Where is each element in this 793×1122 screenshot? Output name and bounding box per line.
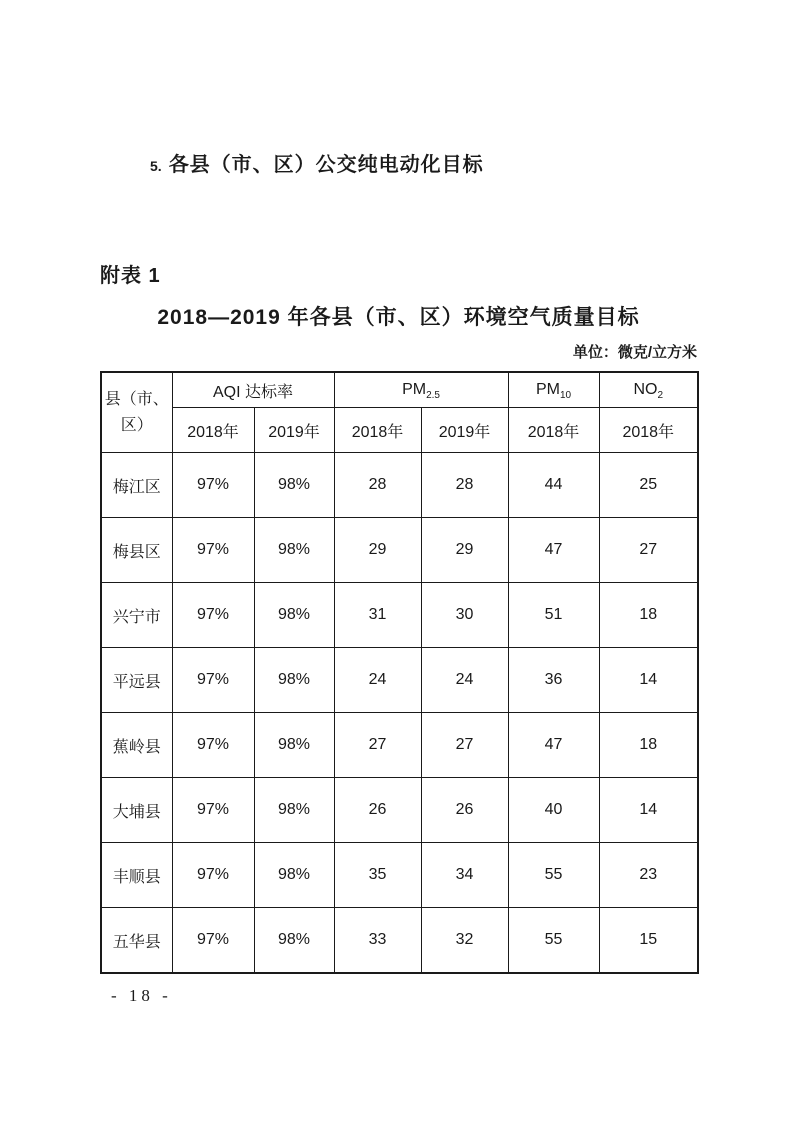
cell-aqi-2018: 97% <box>172 778 254 843</box>
table-row <box>101 908 698 974</box>
cell-pm25-2018: 24 <box>334 648 421 713</box>
cell-pm25-2019: 32 <box>421 908 508 974</box>
cell-aqi-2019: 98% <box>254 648 334 713</box>
cell-pm10-2018: 55 <box>508 908 599 974</box>
cell-pm25-2019: 28 <box>421 453 508 518</box>
cell-aqi-2019: 98% <box>254 518 334 583</box>
header-year-row <box>101 408 698 453</box>
section-title: 各县（市、区）公交纯电动化目标 <box>168 154 484 176</box>
cell-pm25-2018: 27 <box>334 713 421 778</box>
cell-pm25-2019: 34 <box>421 843 508 908</box>
cell-pm25-2018: 28 <box>334 453 421 518</box>
cell-aqi-2018: 97% <box>172 583 254 648</box>
header-group-no2-sub: 2 <box>657 390 664 402</box>
row-region-name: 蕉岭县 <box>101 713 172 778</box>
table-row <box>101 583 698 648</box>
row-region-name: 丰顺县 <box>101 843 172 908</box>
header-group-pm10 <box>508 372 599 408</box>
header-year-no2-2018: 2018年 <box>599 408 698 453</box>
table-row <box>101 778 698 843</box>
cell-pm25-2018: 35 <box>334 843 421 908</box>
cell-pm25-2019: 26 <box>421 778 508 843</box>
cell-pm25-2019: 29 <box>421 518 508 583</box>
header-group-pm25 <box>334 372 508 408</box>
air-quality-target-table <box>100 371 699 974</box>
cell-no2-2018: 14 <box>599 778 698 843</box>
cell-aqi-2018: 97% <box>172 713 254 778</box>
cell-pm10-2018: 51 <box>508 583 599 648</box>
cell-no2-2018: 18 <box>599 713 698 778</box>
header-group-no2-label: NO <box>633 381 658 398</box>
cell-aqi-2019: 98% <box>254 583 334 648</box>
cell-no2-2018: 15 <box>599 908 698 974</box>
table-row <box>101 713 698 778</box>
table-row <box>101 453 698 518</box>
header-group-pm10-sub: 10 <box>559 390 572 402</box>
row-region-name: 梅县区 <box>101 518 172 583</box>
row-region-name: 平远县 <box>101 648 172 713</box>
table-row <box>101 518 698 583</box>
header-year-pm25-2018: 2018年 <box>334 408 421 453</box>
cell-pm10-2018: 36 <box>508 648 599 713</box>
cell-aqi-2019: 98% <box>254 453 334 518</box>
cell-pm10-2018: 40 <box>508 778 599 843</box>
cell-aqi-2018: 97% <box>172 453 254 518</box>
cell-aqi-2018: 97% <box>172 518 254 583</box>
section-heading <box>150 148 484 177</box>
header-region: 县（市、区） <box>101 372 172 453</box>
row-region-name: 梅江区 <box>101 453 172 518</box>
cell-aqi-2019: 98% <box>254 778 334 843</box>
cell-no2-2018: 27 <box>599 518 698 583</box>
cell-no2-2018: 14 <box>599 648 698 713</box>
cell-pm25-2018: 33 <box>334 908 421 974</box>
row-region-name: 大埔县 <box>101 778 172 843</box>
cell-aqi-2018: 97% <box>172 648 254 713</box>
annex-label: 附表 1 <box>100 265 161 287</box>
cell-pm25-2019: 24 <box>421 648 508 713</box>
cell-pm25-2019: 30 <box>421 583 508 648</box>
cell-aqi-2019: 98% <box>254 843 334 908</box>
cell-aqi-2019: 98% <box>254 713 334 778</box>
row-region-name: 兴宁市 <box>101 583 172 648</box>
cell-no2-2018: 18 <box>599 583 698 648</box>
cell-aqi-2019: 98% <box>254 908 334 974</box>
row-region-name: 五华县 <box>101 908 172 974</box>
header-group-no2 <box>599 372 698 408</box>
page-number: - 18 - <box>111 986 172 1005</box>
cell-pm25-2018: 29 <box>334 518 421 583</box>
table-row <box>101 648 698 713</box>
cell-aqi-2018: 97% <box>172 908 254 974</box>
header-year-aqi-2018: 2018年 <box>172 408 254 453</box>
header-group-pm10-label: PM <box>535 381 560 398</box>
cell-pm10-2018: 47 <box>508 713 599 778</box>
header-year-pm10-2018: 2018年 <box>508 408 599 453</box>
cell-no2-2018: 23 <box>599 843 698 908</box>
cell-pm10-2018: 47 <box>508 518 599 583</box>
unit-note: 单位：微克/立方米 <box>572 344 697 361</box>
cell-no2-2018: 25 <box>599 453 698 518</box>
cell-pm25-2018: 31 <box>334 583 421 648</box>
header-group-pm25-label: PM <box>402 381 427 398</box>
header-group-aqi <box>172 372 334 408</box>
header-group-aqi-label: AQI 达标率 <box>213 383 294 401</box>
cell-pm25-2018: 26 <box>334 778 421 843</box>
cell-pm25-2019: 27 <box>421 713 508 778</box>
table-title: 2018—2019 年各县（市、区）环境空气质量目标 <box>157 306 640 329</box>
header-group-pm25-sub: 2.5 <box>426 390 440 402</box>
cell-pm10-2018: 44 <box>508 453 599 518</box>
cell-aqi-2018: 97% <box>172 843 254 908</box>
header-year-pm25-2019: 2019年 <box>421 408 508 453</box>
cell-pm10-2018: 55 <box>508 843 599 908</box>
header-year-aqi-2019: 2019年 <box>254 408 334 453</box>
header-group-row <box>101 372 698 408</box>
table-row <box>101 843 698 908</box>
section-number: 5. <box>150 158 162 174</box>
